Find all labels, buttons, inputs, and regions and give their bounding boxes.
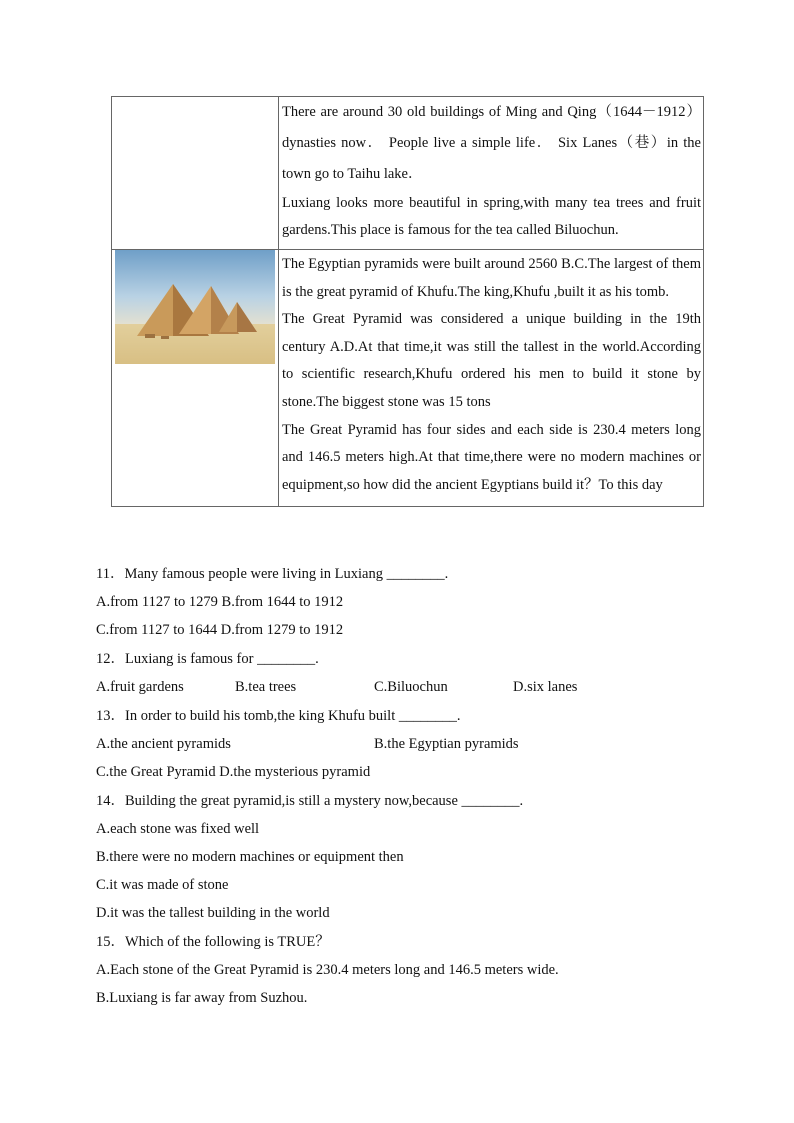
question-15-option-b[interactable]: B.Luxiang is far away from Suzhou. [96, 990, 308, 1006]
question-14-option-b[interactable]: B.there were no modern machines or equipment then [96, 849, 404, 865]
table-row-pyramids [112, 250, 704, 507]
pyramid-paragraph-3: The Great Pyramid has four sides and each side is 230.4 meters long and 146.5 meters high.At that time,there were no modern machines or equipment,so how did the ancient Egyptians build it？To this day [282, 421, 701, 493]
question-11-options-cd: C.from 1127 to 1644 D.from 1279 to 1912 [96, 622, 344, 638]
question-list [96, 563, 716, 1009]
luxiang-paragraph-2: Luxiang looks more beautiful in spring,with many tea trees and fruit gardens.This place is famous for the tea called Biluochun. [282, 195, 701, 238]
question-12-option-c[interactable]: C.Biluochun [374, 679, 448, 695]
pyramid-text-cell [279, 250, 704, 507]
pyramid-image-cell [112, 250, 279, 507]
luxiang-text-cell [279, 97, 704, 250]
question-12-option-d[interactable]: D.six lanes [513, 679, 578, 695]
question-15-stem: 15．Which of the following is TRUE？ [96, 934, 330, 950]
table-row-luxiang [112, 97, 704, 250]
question-14-stem: 14．Building the great pyramid,is still a mystery now,because ________. [96, 793, 524, 809]
question-11-options-ab: A.from 1127 to 1279 B.from 1644 to 1912 [96, 594, 344, 610]
luxiang-paragraph-1: There are around 30 old buildings of Ming and Qing（1644－1912）dynasties now． People live a simple life． Six Lanes（巷）in the town go to Taihu lake． [282, 104, 701, 182]
empty-image-cell [112, 97, 279, 250]
question-13-option-a[interactable]: A.the ancient pyramids [96, 736, 231, 752]
question-12-option-a[interactable]: A.fruit gardens [96, 679, 184, 695]
reading-table [111, 96, 704, 507]
question-14-option-a[interactable]: A.each stone was fixed well [96, 821, 260, 837]
question-15-option-a[interactable]: A.Each stone of the Great Pyramid is 230.4 meters long and 146.5 meters wide. [96, 962, 559, 978]
question-14-option-c[interactable]: C.it was made of stone [96, 877, 229, 893]
question-13-options-ab [96, 733, 716, 755]
pyramid-paragraph-1: The Egyptian pyramids were built around 2560 B.C.The largest of them is the great pyramid of Khufu.The king,Khufu ,built it as his tomb. [282, 256, 701, 300]
question-13-stem: 13．In order to build his tomb,the king Khufu built ________. [96, 708, 461, 724]
question-12-options [96, 676, 716, 698]
question-14-option-d[interactable]: D.it was the tallest building in the world [96, 905, 330, 921]
question-11-stem: 11．Many famous people were living in Luxiang ________. [96, 566, 449, 582]
question-13-options-cd[interactable]: C.the Great Pyramid D.the mysterious pyramid [96, 764, 371, 780]
pyramid-paragraph-2: The Great Pyramid was considered a unique building in the 19th century A.D.At that time,it was still the tallest in the world.According to scientific research,Khufu ordered his men to build it stone by stone.The biggest stone was 15 tons [282, 311, 701, 410]
question-13-option-b[interactable]: B.the Egyptian pyramids [374, 736, 519, 752]
pyramids-photo-icon [115, 250, 275, 364]
question-12-option-b[interactable]: B.tea trees [235, 679, 297, 695]
question-12-stem: 12．Luxiang is famous for ________. [96, 651, 319, 667]
